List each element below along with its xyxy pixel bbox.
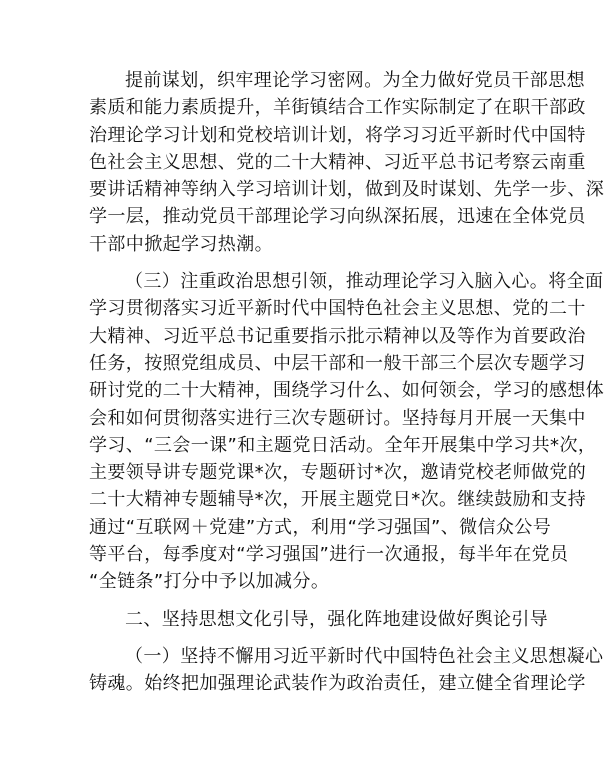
paragraph-spacer [89,633,499,643]
paragraph-political-guidance [89,268,604,596]
document-body [89,67,604,698]
text-line: 素质和能力素质提升，羊街镇结合工作实际制定了在职干部政 [89,97,586,119]
paragraph-theory-study-plan [89,67,604,258]
text-line: （三）注重政治思想引领，推动理论学习入脑入心。将全面 [125,271,604,293]
text-line: 色社会主义思想、党的二十大精神、习近平总书记考察云南重 [89,151,586,173]
text-line: 治理论学习计划和党校培训计划，将学习习近平新时代中国特 [89,124,586,146]
paragraph-spacer [89,596,499,606]
text-line: 主要领导讲专题党课*次，专题研讨*次，邀请党校老师做党的 [89,462,587,484]
paragraph-ideology-guidance [89,643,604,698]
text-line: 学一层，推动党员干部理论学习向纵深拓展，迅速在全体党员 [89,206,586,228]
text-line: 二十大精神专题辅导*次，开展主题党日*次。继续鼓励和支持 [89,489,587,511]
text-line: 研讨党的二十大精神，围绕学习什么、如何领会，学习的感想体 [89,380,604,402]
text-line: 铸魂。始终把加强理论武装作为政治责任，建立健全省理论学 [89,673,586,695]
text-line: 二、坚持思想文化引导，强化阵地建设做好舆论引导 [125,608,549,630]
text-line: （一）坚持不懈用习近平新时代中国特色社会主义思想凝心 [125,645,604,667]
text-line: 学习、“三会一课”和主题党日活动。全年开展集中学习共*次， [89,434,597,456]
text-line: 任务，按照党组成员、中层干部和一般干部三个层次专题学习 [89,352,586,374]
text-line: 提前谋划，织牢理论学习密网。为全力做好党员干部思想 [125,70,585,91]
text-line: 学习贯彻落实习近平新时代中国特色社会主义思想、党的二十 [89,298,586,320]
section-heading-two [89,606,549,633]
text-line: 通过“互联网＋党建”方式，利用“学习强国”、微信众公号 [89,516,552,538]
text-line: 会和如何贯彻落实进行三次专题研讨。坚持每月开展一天集中 [89,407,586,429]
text-line: 干部中掀起学习热潮。 [89,233,273,255]
text-line: “全链条”打分中予以加减分。 [89,571,330,593]
text-line: 要讲话精神等纳入学习培训计划，做到及时谋划、先学一步、深 [89,179,604,201]
text-line: 等平台，每季度对“学习强国”进行一次通报，每半年在党员 [89,544,569,566]
text-line: 大精神、习近平总书记重要指示批示精神以及等作为首要政治 [89,325,586,347]
paragraph-spacer [89,258,499,268]
